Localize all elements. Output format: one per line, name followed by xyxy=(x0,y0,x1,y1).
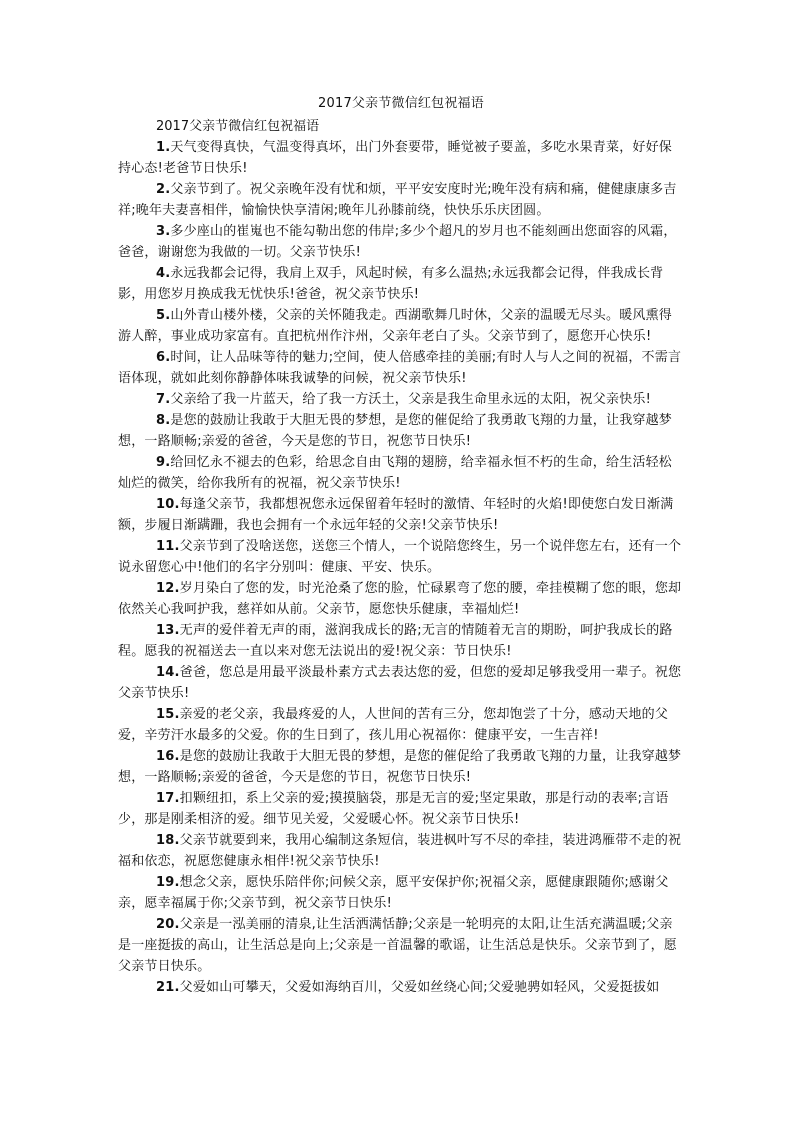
paragraph-text: 天气变得真快，气温变得真坏，出门外套要带，睡觉被子要盖，多吃水果青菜，好好保持心态!老爸节日快乐! xyxy=(118,140,672,176)
paragraph-text: 是您的鼓励让我敢于大胆无畏的梦想，是您的催促给了我勇敢飞翔的力量，让我穿越梦想，一路顺畅;亲爱的爸爸，今天是您的节日，祝您节日快乐! xyxy=(118,749,682,785)
paragraph-number: 12. xyxy=(156,581,180,596)
blessing-paragraph xyxy=(118,620,684,662)
blessing-paragraph xyxy=(118,578,684,620)
blessing-paragraph xyxy=(118,137,684,179)
paragraph-text: 多少座山的崔嵬也不能勾勒出您的伟岸;多少个超凡的岁月也不能刻画出您面容的风霜，爸爸，谢谢您为我做的一切。父亲节快乐! xyxy=(118,224,677,260)
paragraph-text: 父亲节到了没啥送您，送您三个情人，一个说陪您终生，另一个说伴您左右，还有一个说永留您心中!他们的名字分别叫：健康、平安、快乐。 xyxy=(118,539,682,575)
paragraph-number: 20. xyxy=(156,917,180,932)
paragraph-text: 父亲给了我一片蓝天，给了我一方沃土，父亲是我生命里永远的太阳，祝父亲快乐! xyxy=(170,392,652,407)
blessing-paragraph xyxy=(118,179,684,221)
blessing-paragraph xyxy=(118,347,684,389)
paragraph-list xyxy=(118,137,684,998)
paragraph-text: 永远我都会记得，我肩上双手，风起时候，有多么温热;永远我都会记得，伴我成长背影，用您岁月换成我无忧快乐!爸爸，祝父亲节快乐! xyxy=(118,266,664,302)
paragraph-number: 15. xyxy=(156,707,180,722)
document-subtitle: 2017父亲节微信红包祝福语 xyxy=(156,119,320,134)
paragraph-text: 时间，让人品味等待的魅力;空间，使人倍感牵挂的美丽;有时人与人之间的祝福，不需言语体现，就如此刻你静静体味我诚挚的问候，祝父亲节快乐! xyxy=(118,350,682,386)
paragraph-text: 扣颗纽扣，系上父亲的爱;摸摸脑袋，那是无言的爱;坚定果敢，那是行动的表率;言语少，那是刚柔相济的爱。细节见关爱，父爱暖心怀。祝父亲节日快乐! xyxy=(118,791,669,827)
blessing-paragraph xyxy=(118,788,684,830)
paragraph-text: 亲爱的老父亲，我最疼爱的人，人世间的苦有三分，您却饱尝了十分，感动天地的父爱，辛劳汗水最多的父爱。你的生日到了，孩儿用心祝福你：健康平安，一生吉祥! xyxy=(118,707,669,743)
paragraph-text: 父亲节就要到来，我用心编制这条短信，装进枫叶写不尽的牵挂，装进鸿雁带不走的祝福和依恋，祝愿您健康永相伴!祝父亲节快乐! xyxy=(118,833,682,869)
blessing-paragraph xyxy=(118,263,684,305)
paragraph-number: 19. xyxy=(156,875,180,890)
blessing-paragraph xyxy=(118,494,684,536)
paragraph-number: 4. xyxy=(156,266,171,281)
blessing-paragraph xyxy=(118,305,684,347)
blessing-paragraph xyxy=(118,389,684,410)
blessing-paragraph xyxy=(118,704,684,746)
paragraph-number: 16. xyxy=(156,749,180,764)
paragraph-number: 5. xyxy=(156,308,171,323)
blessing-paragraph xyxy=(118,914,684,977)
blessing-paragraph xyxy=(118,977,684,998)
paragraph-number: 11. xyxy=(156,539,180,554)
document-title: 2017父亲节微信红包祝福语 xyxy=(318,96,484,111)
paragraph-number: 1. xyxy=(156,140,171,155)
paragraph-text: 给回忆永不褪去的色彩，给思念自由飞翔的翅膀，给幸福永恒不朽的生命，给生活轻松灿烂的微笑，给你我所有的祝福，祝父亲节快乐! xyxy=(118,455,672,491)
paragraph-text: 是您的鼓励让我敢于大胆无畏的梦想，是您的催促给了我勇敢飞翔的力量，让我穿越梦想，一路顺畅;亲爱的爸爸，今天是您的节日，祝您节日快乐! xyxy=(118,413,672,449)
paragraph-number: 21. xyxy=(156,980,180,995)
document-page xyxy=(118,93,684,998)
blessing-paragraph xyxy=(118,662,684,704)
paragraph-text: 每逢父亲节，我都想祝您永远保留着年轻时的激情、年轻时的火焰!即使您白发日渐满额，步履日渐蹒跚，我也会拥有一个永远年轻的父亲!父亲节快乐! xyxy=(118,497,674,533)
paragraph-text: 岁月染白了您的发，时光沧桑了您的脸，忙碌累弯了您的腰，牵挂模糊了您的眼，您却依然关心我呵护我，慈祥如从前。父亲节，愿您快乐健康，幸福灿烂! xyxy=(118,581,682,617)
blessing-paragraph xyxy=(118,452,684,494)
paragraph-text: 父爱如山可攀天，父爱如海纳百川，父爱如丝绕心间;父爱驰骋如轻风，父爱挺拔如 xyxy=(179,980,660,995)
paragraph-text: 爸爸，您总是用最平淡最朴素方式去表达您的爱，但您的爱却足够我受用一辈子。祝您父亲节快乐! xyxy=(118,665,682,701)
paragraph-number: 6. xyxy=(156,350,171,365)
paragraph-text: 无声的爱伴着无声的雨，滋润我成长的路;无言的情随着无言的期盼，呵护我成长的路程。愿我的祝福送去一直以来对您无法说出的爱!祝父亲：节日快乐! xyxy=(118,623,673,659)
paragraph-number: 8. xyxy=(156,413,171,428)
blessing-paragraph xyxy=(118,221,684,263)
paragraph-text: 父亲节到了。祝父亲晚年没有忧和烦，平平安安度时光;晚年没有病和痛，健健康康多吉祥;晚年夫妻喜相伴，愉愉快快享清闲;晚年儿孙膝前绕，快快乐乐庆团圆。 xyxy=(118,182,677,218)
paragraph-number: 2. xyxy=(156,182,171,197)
paragraph-text: 想念父亲，愿快乐陪伴你;问候父亲，愿平安保护你;祝福父亲，愿健康跟随你;感谢父亲，愿幸福属于你;父亲节到，祝父亲节日快乐! xyxy=(118,875,669,911)
blessing-paragraph xyxy=(118,410,684,452)
paragraph-number: 9. xyxy=(156,455,171,470)
paragraph-number: 17. xyxy=(156,791,180,806)
paragraph-number: 18. xyxy=(156,833,180,848)
blessing-paragraph xyxy=(118,830,684,872)
paragraph-text: 山外青山楼外楼，父亲的关怀随我走。西湖歌舞几时休，父亲的温暖无尽头。暖风熏得游人醉，事业成功家富有。直把杭州作汴州，父亲年老白了头。父亲节到了，愿您开心快乐! xyxy=(118,308,672,344)
paragraph-number: 7. xyxy=(156,392,171,407)
paragraph-text: 父亲是一泓美丽的清泉,让生活洒满恬静;父亲是一轮明亮的太阳,让生活充满温暖;父亲是一座挺拔的高山，让生活总是向上;父亲是一首温馨的歌谣，让生活总是快乐。父亲节到了，愿父亲节日快乐。 xyxy=(118,917,677,974)
paragraph-number: 3. xyxy=(156,224,171,239)
blessing-paragraph xyxy=(118,746,684,788)
paragraph-number: 10. xyxy=(156,497,180,512)
blessing-paragraph xyxy=(118,536,684,578)
blessing-paragraph xyxy=(118,872,684,914)
paragraph-number: 13. xyxy=(156,623,180,638)
paragraph-number: 14. xyxy=(156,665,180,680)
